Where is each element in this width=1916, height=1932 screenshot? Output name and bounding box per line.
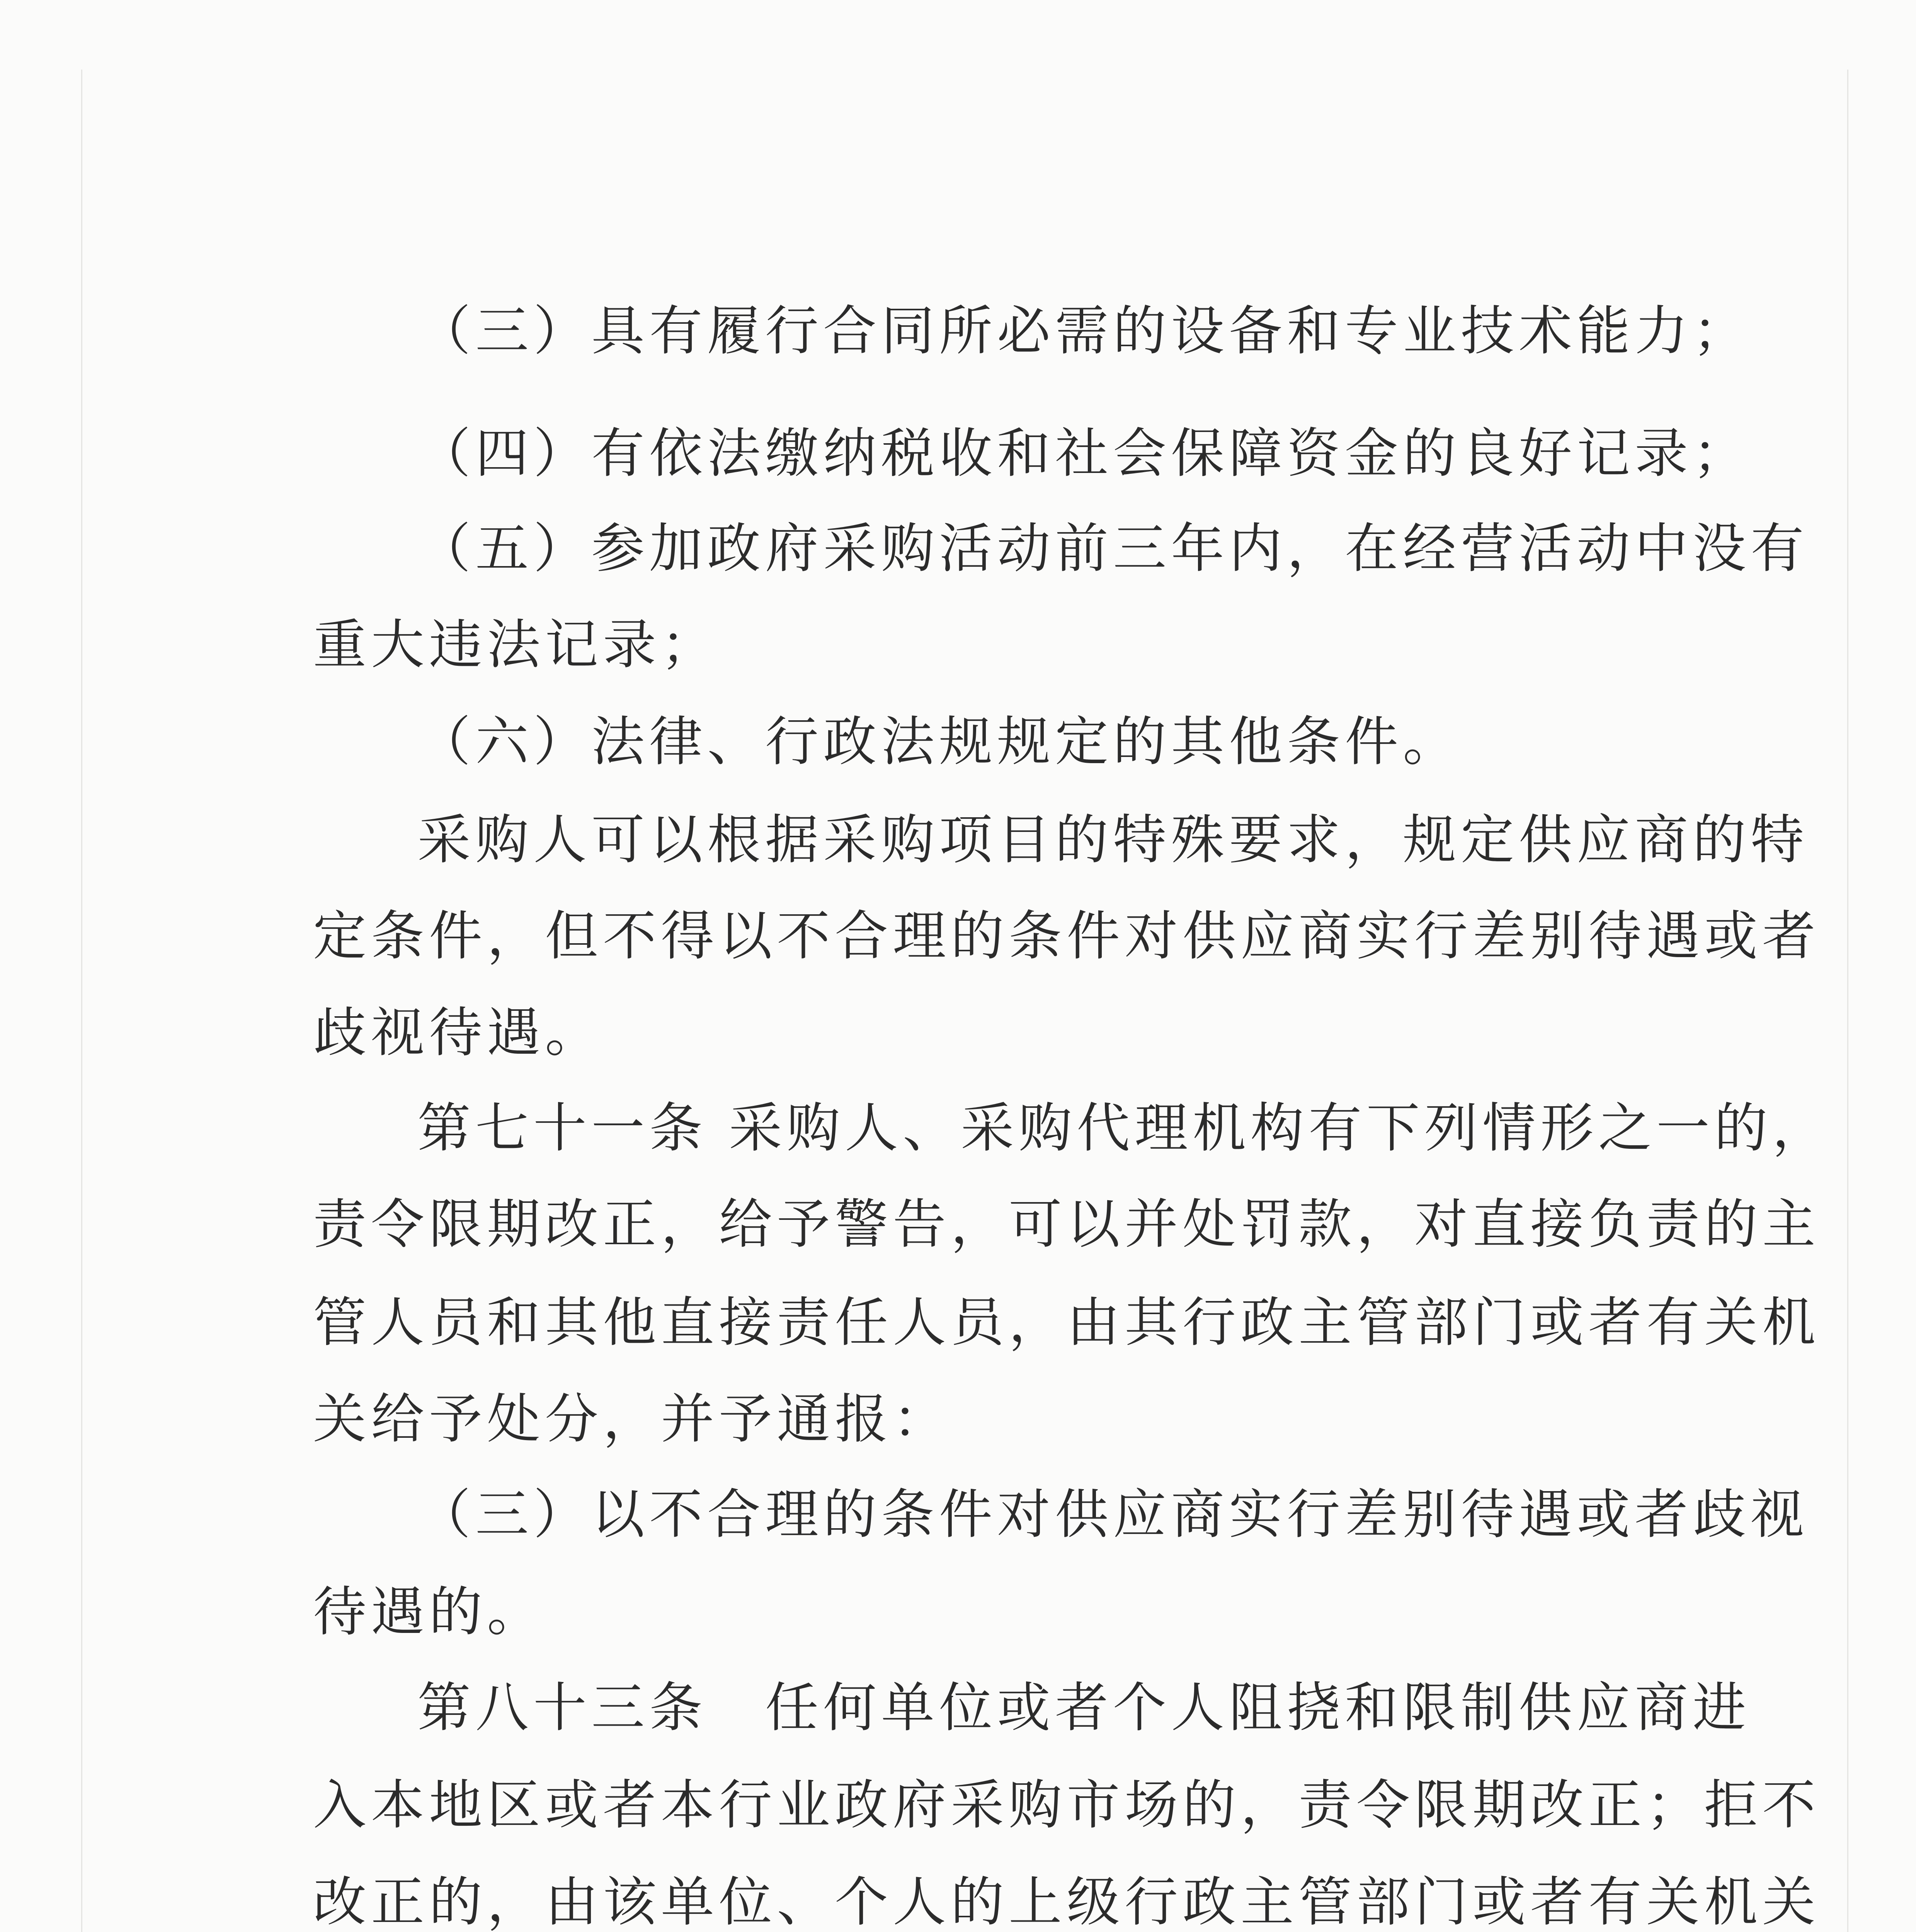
text-line: （三）具有履行合同所必需的设备和专业技术能力；	[417, 300, 1751, 362]
text-line: 待遇的。	[313, 1581, 545, 1643]
text-line: 关给予处分，并予通报：	[313, 1388, 951, 1450]
scan-left-edge	[81, 70, 82, 1932]
text-line: 第七十一条 采购人、采购代理机构有下列情形之一的，	[417, 1097, 1830, 1159]
text-line: 管人员和其他直接责任人员，由其行政主管部门或者有关机	[313, 1291, 1821, 1354]
text-line: 第八十三条 任何单位或者个人阻挠和限制供应商进	[417, 1677, 1751, 1739]
text-line: 责令限期改正，给予警告，可以并处罚款，对直接负责的主	[313, 1193, 1821, 1255]
text-line: （六）法律、行政法规规定的其他条件。	[417, 711, 1461, 773]
text-line: （四）有依法缴纳税收和社会保障资金的良好记录；	[417, 422, 1751, 485]
text-line: 重大违法记录；	[313, 614, 719, 676]
text-line: （三）以不合理的条件对供应商实行差别待遇或者歧视	[417, 1483, 1809, 1546]
text-line: 入本地区或者本行业政府采购市场的，责令限期改正；拒不	[313, 1774, 1821, 1836]
text-line: 定条件，但不得以不合理的条件对供应商实行差别待遇或者	[313, 905, 1821, 967]
text-line: 歧视待遇。	[313, 1002, 603, 1064]
text-line: 采购人可以根据采购项目的特殊要求，规定供应商的特	[417, 809, 1809, 871]
text-line: 改正的，由该单位、个人的上级行政主管部门或者有关机关	[313, 1871, 1821, 1932]
scan-right-edge	[1847, 70, 1848, 1932]
text-line: （五）参加政府采购活动前三年内，在经营活动中没有	[417, 517, 1809, 580]
